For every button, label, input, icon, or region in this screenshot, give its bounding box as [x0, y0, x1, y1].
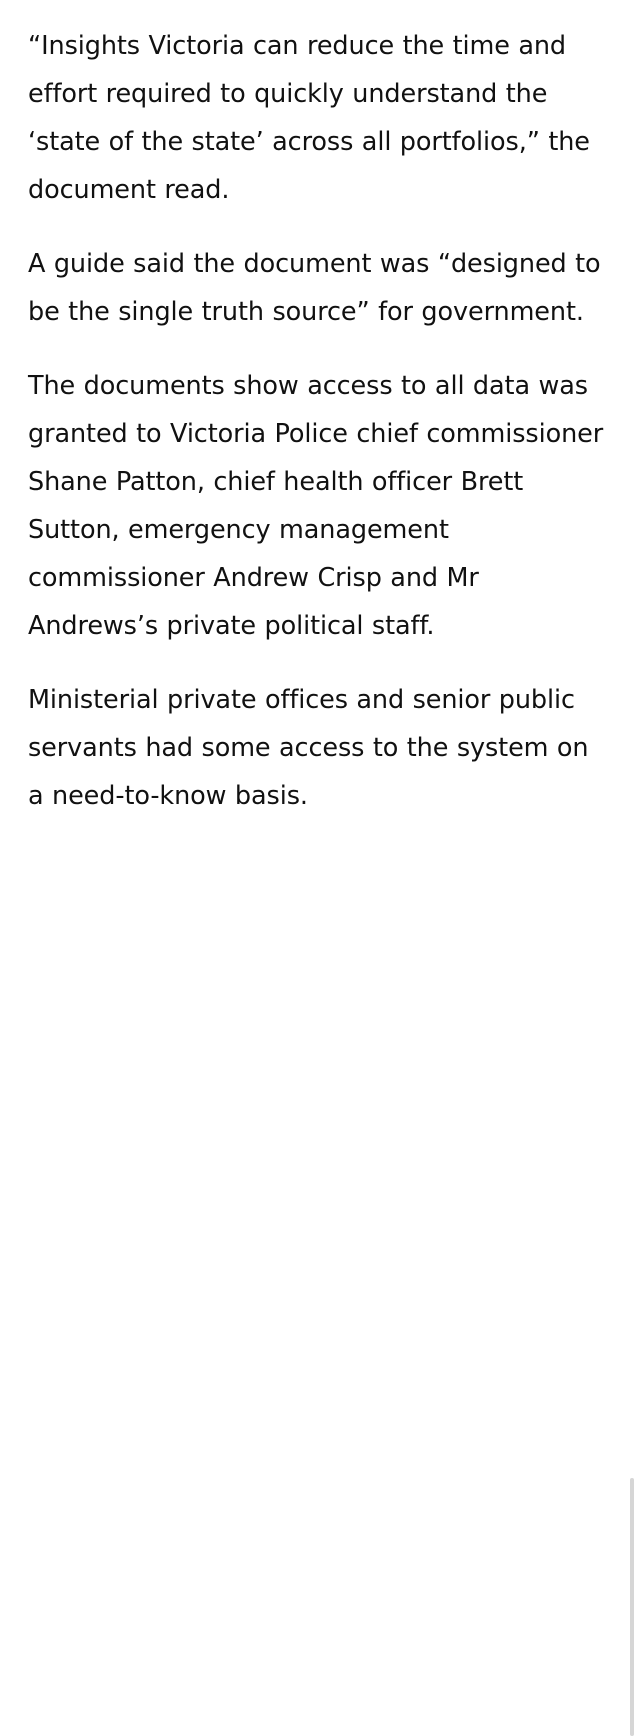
vertical-scrollbar[interactable] [630, 738, 636, 1000]
article-paragraph: Ministerial private offices and senior public servants had some access to the system on a need-to-know basis. [28, 685, 589, 811]
scrollbar-thumb[interactable] [630, 1478, 634, 1736]
article-paragraph: The documents show access to all data was granted to Victoria Police chief commissioner Shane Patton, chief health officer Brett Sutton, emergency management commissioner Andrew Crisp and Mr Andrews’s private political staff. [28, 371, 604, 641]
article-paragraph: A guide said the document was “designed to be the single truth source” for government. [28, 249, 601, 327]
article-paragraph: “Insights Victoria can reduce the time and effort required to quickly understand the ‘state of the state’ across all portfolios,” the document read. [28, 31, 590, 205]
